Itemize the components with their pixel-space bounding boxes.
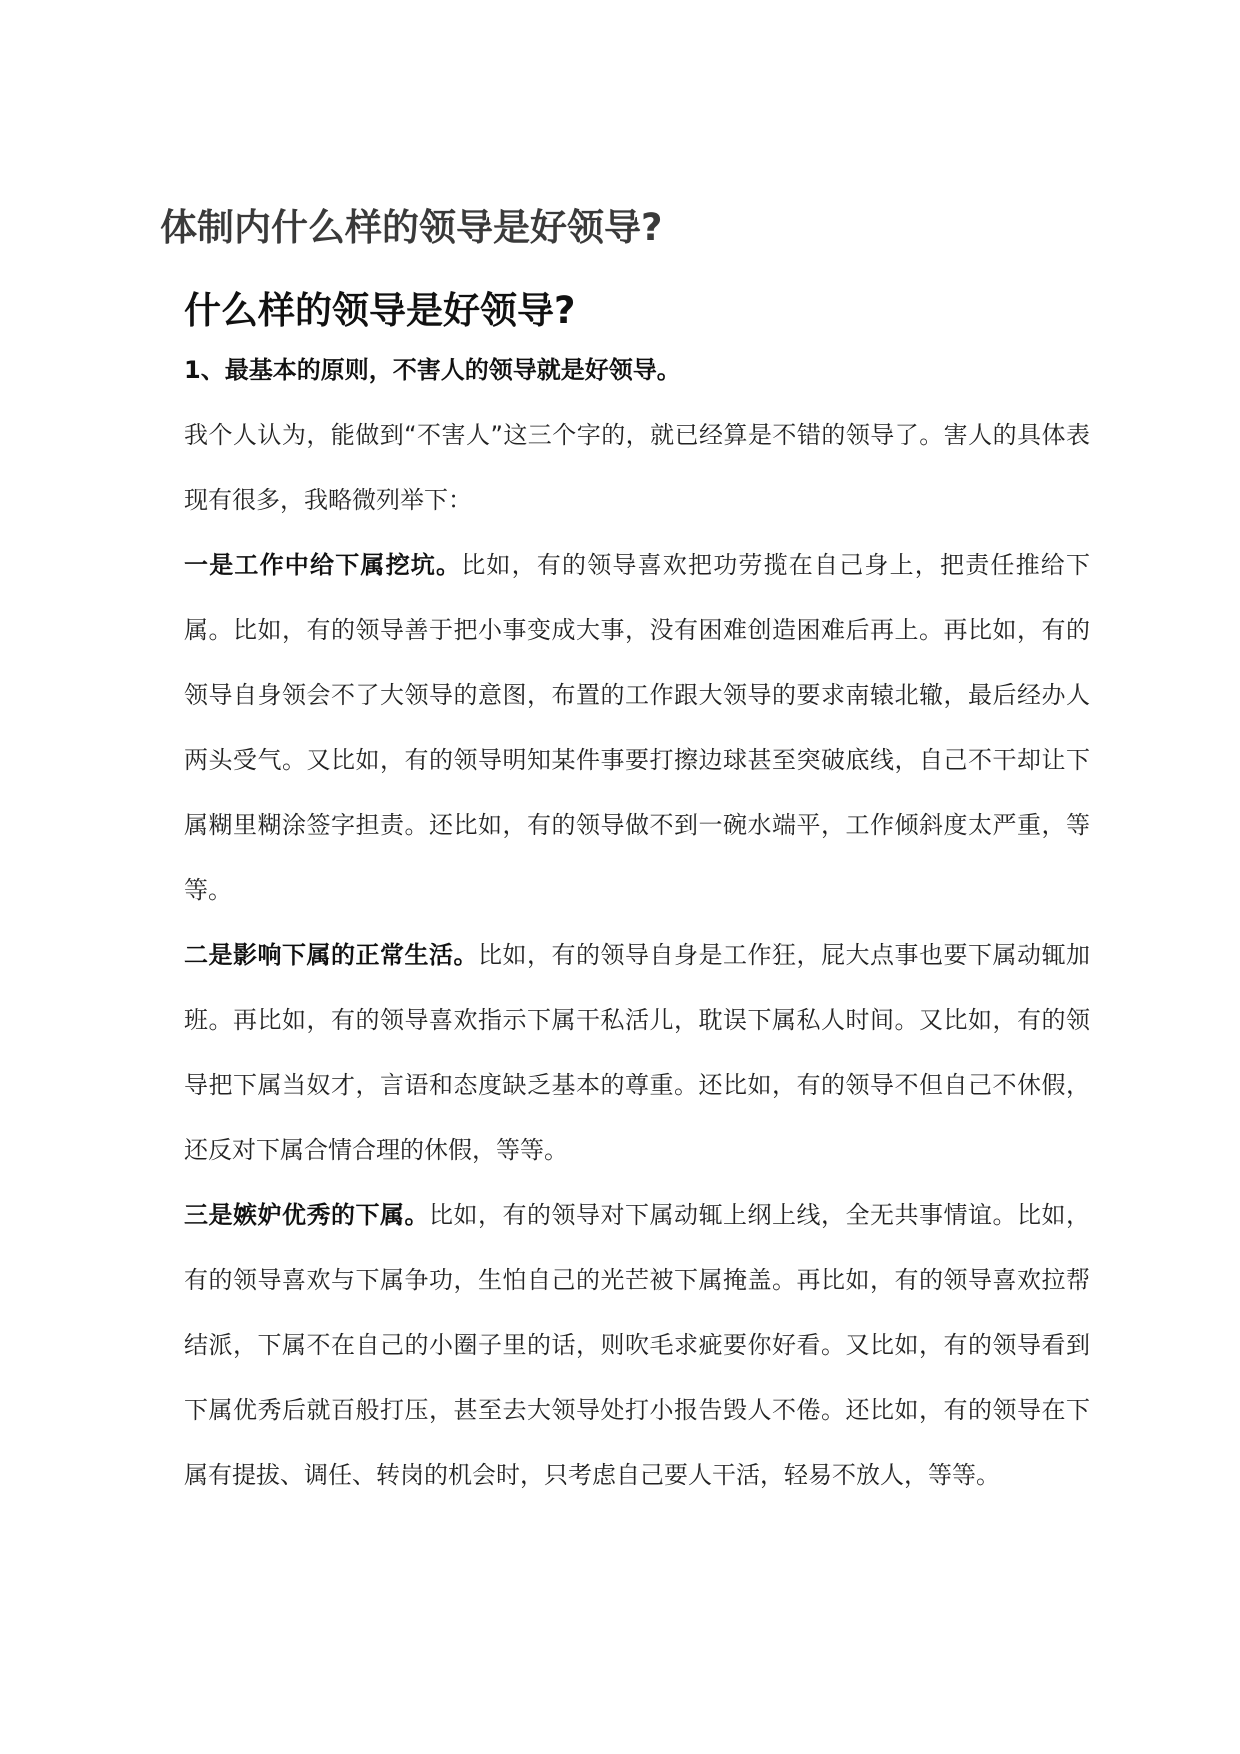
principle-subheading: 1、最基本的原则，不害人的领导就是好领导。 [184, 356, 681, 384]
section-heading: 什么样的领导是好领导? [184, 289, 576, 332]
intro-paragraph: 我个人认为，能做到“不害人”这三个字的，就已经算是不错的领导了。害人的具体表现有很多，我略微列举下： [184, 421, 1090, 514]
article-body [184, 403, 1090, 1508]
paragraph-two-text: 比如，有的领导自身是工作狂，屁大点事也要下属动辄加班。再比如，有的领导喜欢指示下属干私活儿，耽误下属私人时间。又比如，有的领导把下属当奴才，言语和态度缺乏基本的尊重。还比如，有的领导不但自己不休假，还反对下属合情合理的休假，等等。 [184, 941, 1090, 1164]
paragraph-three [184, 1183, 1090, 1508]
paragraph-one-lead: 一是工作中给下属挖坑。 [184, 551, 462, 579]
paragraph-two [184, 923, 1090, 1183]
paragraph-one-text: 比如，有的领导喜欢把功劳揽在自己身上，把责任推给下属。比如，有的领导善于把小事变成大事，没有困难创造困难后再上。再比如，有的领导自身领会不了大领导的意图，布置的工作跟大领导的要求南辕北辙，最后经办人两头受气。又比如，有的领导明知某件事要打擦边球甚至突破底线，自己不干却让下属糊里糊涂签字担责。还比如，有的领导做不到一碗水端平，工作倾斜度太严重，等等。 [184, 551, 1091, 904]
paragraph-two-lead: 二是影响下属的正常生活。 [184, 941, 478, 969]
paragraph-three-lead: 三是嫉妒优秀的下属。 [184, 1201, 429, 1229]
paragraph-three-text: 比如，有的领导对下属动辄上纲上线，全无共事情谊。比如，有的领导喜欢与下属争功，生怕自己的光芒被下属掩盖。再比如，有的领导喜欢拉帮结派，下属不在自己的小圈子里的话，则吹毛求疵要你好看。又比如，有的领导看到下属优秀后就百般打压，甚至去大领导处打小报告毁人不倦。还比如，有的领导在下属有提拔、调任、转岗的机会时，只考虑自己要人干活，轻易不放人，等等。 [184, 1201, 1090, 1489]
document-title: 体制内什么样的领导是好领导? [160, 206, 663, 249]
paragraph-one [184, 533, 1090, 923]
